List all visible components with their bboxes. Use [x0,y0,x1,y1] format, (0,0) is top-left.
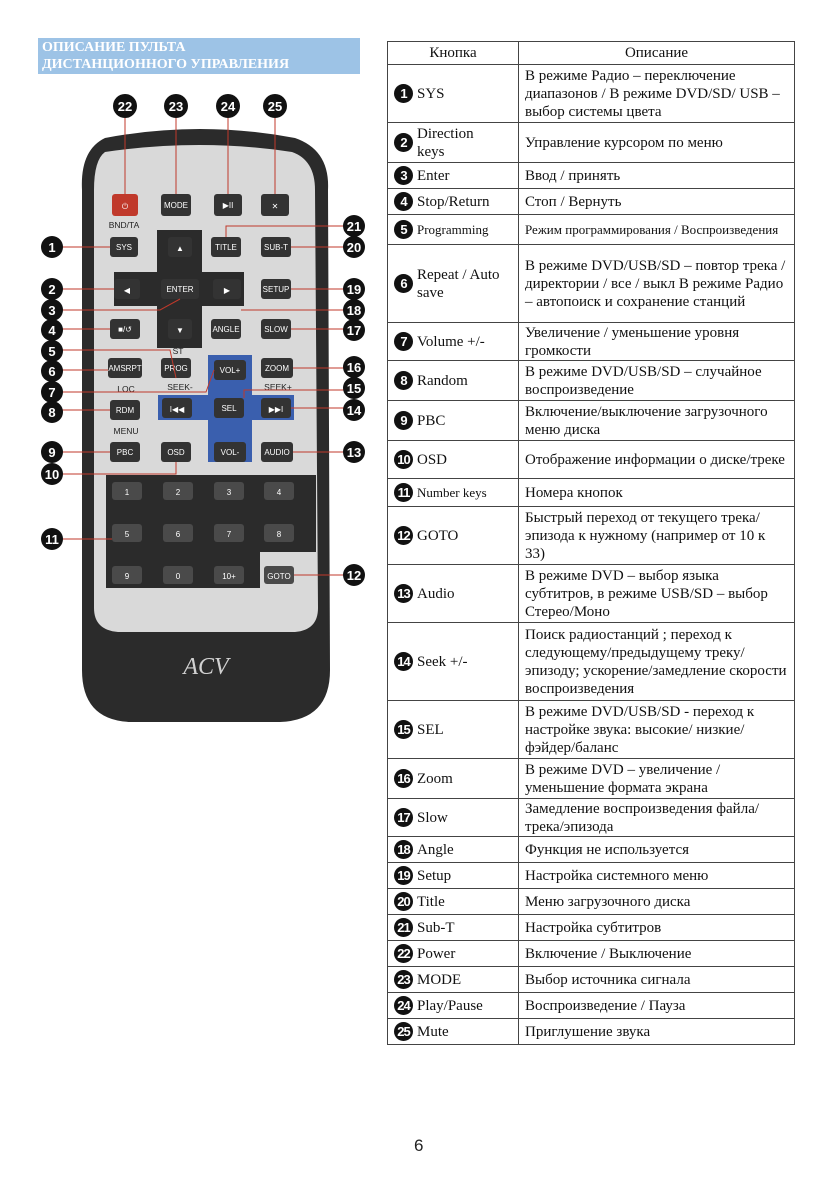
callout-15: 15 [346,381,362,396]
callout-5: 5 [48,344,56,359]
row-number-badge: 16 [394,769,413,788]
row-number-badge: 15 [394,720,413,739]
vol-plus-label: VOL+ [219,366,241,375]
row-description-cell: В режиме DVD/USB/SD - переход к настройке звука: высокие/ низкие/фэйдер/баланс [519,701,795,759]
row-number-badge: 21 [394,918,413,937]
row-number-badge: 14 [394,652,413,671]
row-description-cell: Стоп / Вернуть [519,189,795,215]
row-description-cell: Настройка системного меню [519,863,795,889]
callout-12: 12 [346,568,362,583]
row-description-cell: Управление курсором по меню [519,123,795,163]
callout-20: 20 [346,240,362,255]
row-description-cell: В режиме DVD – увеличение / уменьшение формата экрана [519,759,795,799]
table-row [388,565,795,623]
heading-line-2: ДИСТАНЦИОННОГО УПРАВЛЕНИЯ [42,57,290,72]
row-key-label: Zoom [417,770,453,787]
row-number-badge: 8 [394,371,413,390]
table-row [388,863,795,889]
callout-9: 9 [48,445,56,460]
title-label: TITLE [215,243,237,252]
goto-label: GOTO [267,572,291,581]
callout-10: 10 [44,467,60,482]
key-10plus-label: 10+ [222,572,236,581]
row-description-cell: Включение/выключение загрузочного меню диска [519,401,795,441]
row-key-cell [388,245,519,323]
row-number-badge: 20 [394,892,413,911]
row-key-cell [388,323,519,361]
row-number-badge: 4 [394,192,413,211]
row-key-label: Volume +/- [417,333,485,350]
row-description-cell: Приглушение звука [519,1019,795,1045]
remote-svg [30,90,370,730]
table-row [388,889,795,915]
callout-14: 14 [346,403,362,418]
table-row [388,479,795,507]
row-description-cell: Меню загрузочного диска [519,889,795,915]
brand-logo: ACV [183,654,229,680]
callout-3: 3 [48,303,56,318]
row-key-cell [388,215,519,245]
key-7-label: 7 [226,530,232,539]
sel-label: SEL [221,404,237,413]
row-key-cell [388,915,519,941]
table-row [388,915,795,941]
row-key-label: Title [417,893,445,910]
row-key-label: Play/Pause [417,997,483,1014]
row-number-badge: 18 [394,840,413,859]
row-description-cell: Функция не используется [519,837,795,863]
row-description-cell: В режиме DVD – выбор языка субтитров, в режиме USB/SD – выбор Стерео/Моно [519,565,795,623]
row-key-label: Audio [417,585,455,602]
row-description-cell: Воспроизведение / Пауза [519,993,795,1019]
remote-illustration [30,90,370,730]
table-row [388,361,795,401]
heading-line-1: ОПИСАНИЕ ПУЛЬТА [42,40,186,55]
table-header-row [388,42,795,65]
callout-4: 4 [48,323,56,338]
row-description-cell: Поиск радиостанций ; переход к следующему/предыдущему треку/ эпизоду; ускорение/замедление скорости воспроизведения [519,623,795,701]
callout-13: 13 [346,445,362,460]
row-key-label: Angle [417,841,454,858]
row-number-badge: 5 [394,220,413,239]
row-key-label: GOTO [417,527,459,544]
table-row [388,215,795,245]
row-description-cell: В режиме DVD/USB/SD – случайное воспроизведение [519,361,795,401]
callout-23: 23 [168,99,184,114]
row-key-cell [388,401,519,441]
row-key-label: Number keys [417,484,487,500]
osd-label: OSD [167,448,185,457]
row-key-cell [388,701,519,759]
vol-minus-label: VOL- [220,448,240,457]
callout-19: 19 [346,282,362,297]
key-6-label: 6 [175,530,181,539]
row-key-label: Slow [417,809,448,826]
row-number-badge: 9 [394,411,413,430]
callout-21: 21 [346,219,362,234]
row-number-badge: 22 [394,944,413,963]
row-key-label: Power [417,945,456,962]
row-key-cell [388,65,519,123]
row-number-badge: 24 [394,996,413,1015]
right-arrow-icon: ▶ [223,286,231,295]
zoom-label: ZOOM [265,364,289,373]
sys-label: SYS [115,243,133,252]
row-key-label: Sub-T [417,919,455,936]
header-description: Описание [519,42,795,65]
row-key-cell [388,837,519,863]
row-key-label: OSD [417,451,448,468]
up-arrow-icon: ▲ [176,244,184,253]
key-3-label: 3 [226,488,232,497]
table-row [388,323,795,361]
row-key-cell [388,123,519,163]
row-key-cell [388,361,519,401]
row-key-cell [388,163,519,189]
row-key-label: Stop/Return [417,193,490,210]
row-key-label: Setup [417,867,452,884]
callout-7: 7 [48,385,56,400]
callout-11: 11 [45,532,59,547]
row-key-cell [388,863,519,889]
table-row [388,1019,795,1045]
row-description-cell: Быстрый переход от текущего трека/эпизода к нужному (например от 10 к 33) [519,507,795,565]
row-key-cell [388,479,519,507]
mode-label: MODE [164,201,188,210]
row-key-label: Repeat / Auto save [417,266,500,301]
callout-17: 17 [346,323,362,338]
down-arrow-icon: ▼ [176,326,184,335]
row-key-label: Enter [417,167,450,184]
row-number-badge: 17 [394,808,413,827]
pbc-label: PBC [116,448,134,457]
row-description-cell: Увеличение / уменьшение уровня громкости [519,323,795,361]
row-key-cell [388,189,519,215]
row-key-cell [388,941,519,967]
amsrpt-label: AMSRPT [108,364,142,373]
row-key-cell [388,507,519,565]
setup-label: SETUP [262,285,290,294]
row-number-badge: 6 [394,274,413,293]
row-key-cell [388,799,519,837]
seek-prev-icon: I◀◀ [169,405,185,414]
bnd-ta-label: BND/TA [108,220,140,230]
left-arrow-icon: ◀ [123,286,131,295]
row-key-label: Seek +/- [417,653,468,670]
row-description-cell: Настройка субтитров [519,915,795,941]
row-key-label: PBC [417,412,446,429]
seek-next-icon: ▶▶I [268,405,284,414]
callout-16: 16 [346,360,362,375]
row-number-badge: 3 [394,166,413,185]
table-row [388,941,795,967]
row-key-label: Mute [417,1023,449,1040]
slow-label: SLOW [264,325,288,334]
table-row [388,507,795,565]
section-heading [38,38,360,74]
row-key-cell [388,565,519,623]
row-number-badge: 11 [394,483,413,502]
table-row [388,967,795,993]
row-number-badge: 12 [394,526,413,545]
row-description-cell: Выбор источника сигнала [519,967,795,993]
table-row [388,245,795,323]
row-number-badge: 10 [394,450,413,469]
seek-minus-label: SEEK- [167,382,193,392]
row-description-cell: Номера кнопок [519,479,795,507]
rdm-label: RDM [115,406,135,415]
row-key-cell [388,993,519,1019]
callout-6: 6 [48,364,56,379]
key-4-label: 4 [276,488,282,497]
subt-label: SUB-T [264,243,288,252]
callout-1: 1 [48,240,56,255]
buttons-table [387,41,795,1045]
st-label: ST [172,346,184,356]
callout-25: 25 [267,99,283,114]
header-key: Кнопка [388,42,519,65]
key-1-label: 1 [124,488,130,497]
key-8-label: 8 [276,530,282,539]
callout-18: 18 [346,303,362,318]
row-number-badge: 1 [394,84,413,103]
table-row [388,123,795,163]
callout-22: 22 [117,99,133,114]
key-9-label: 9 [124,572,130,581]
row-description-cell: Ввод / принять [519,163,795,189]
row-number-badge: 13 [394,584,413,603]
table-row [388,799,795,837]
play-pause-icon: ▶II [222,201,234,210]
row-number-badge: 2 [394,133,413,152]
seek-plus-label: SEEK+ [264,382,292,392]
row-key-cell [388,967,519,993]
angle-label: ANGLE [212,325,240,334]
row-key-cell [388,1019,519,1045]
table-row [388,163,795,189]
callout-2: 2 [48,282,56,297]
row-number-badge: 25 [394,1022,413,1041]
row-key-cell [388,623,519,701]
row-key-label: SEL [417,721,444,738]
table-row [388,837,795,863]
page-number: 6 [414,1136,424,1155]
table-row [388,701,795,759]
row-key-label: SYS [417,85,445,102]
key-0-label: 0 [175,572,181,581]
key-5-label: 5 [124,530,130,539]
stop-return-icon: ■/↺ [118,325,132,334]
callout-8: 8 [48,405,56,420]
row-key-label: Programming [417,221,489,237]
row-description-cell: В режиме Радио – переключение диапазонов / В режиме DVD/SD/ USB – выбор системы цвета [519,65,795,123]
loc-label: LOC [117,384,135,394]
power-icon: ⏻ [121,202,129,211]
table-row [388,759,795,799]
row-description-cell: Отображение информации о диске/треке [519,441,795,479]
prog-label: PROG [164,364,188,373]
row-description-cell: В режиме DVD/USB/SD – повтор трека / директории / все / выкл В режиме Радио – автопоиск и сохранение станций [519,245,795,323]
table-row [388,623,795,701]
row-number-badge: 7 [394,332,413,351]
row-description-cell: Режим программирования / Воспроизведения [519,215,795,245]
row-number-badge: 23 [394,970,413,989]
table-row [388,401,795,441]
callout-24: 24 [220,99,236,114]
row-key-cell [388,889,519,915]
table-row [388,441,795,479]
menu-label: MENU [113,426,139,436]
row-key-label: Random [417,372,468,389]
mute-icon: ✕ [271,202,279,211]
row-description-cell: Замедление воспроизведения файла/трека/эпизода [519,799,795,837]
row-number-badge: 19 [394,866,413,885]
row-key-label: Direction keys [417,125,474,160]
row-key-cell [388,759,519,799]
table-row [388,993,795,1019]
row-key-label: MODE [417,971,462,988]
audio-label: AUDIO [264,448,290,457]
table-row [388,189,795,215]
row-description-cell: Включение / Выключение [519,941,795,967]
table-row [388,65,795,123]
key-2-label: 2 [175,488,181,497]
row-key-cell [388,441,519,479]
enter-label: ENTER [166,285,194,294]
